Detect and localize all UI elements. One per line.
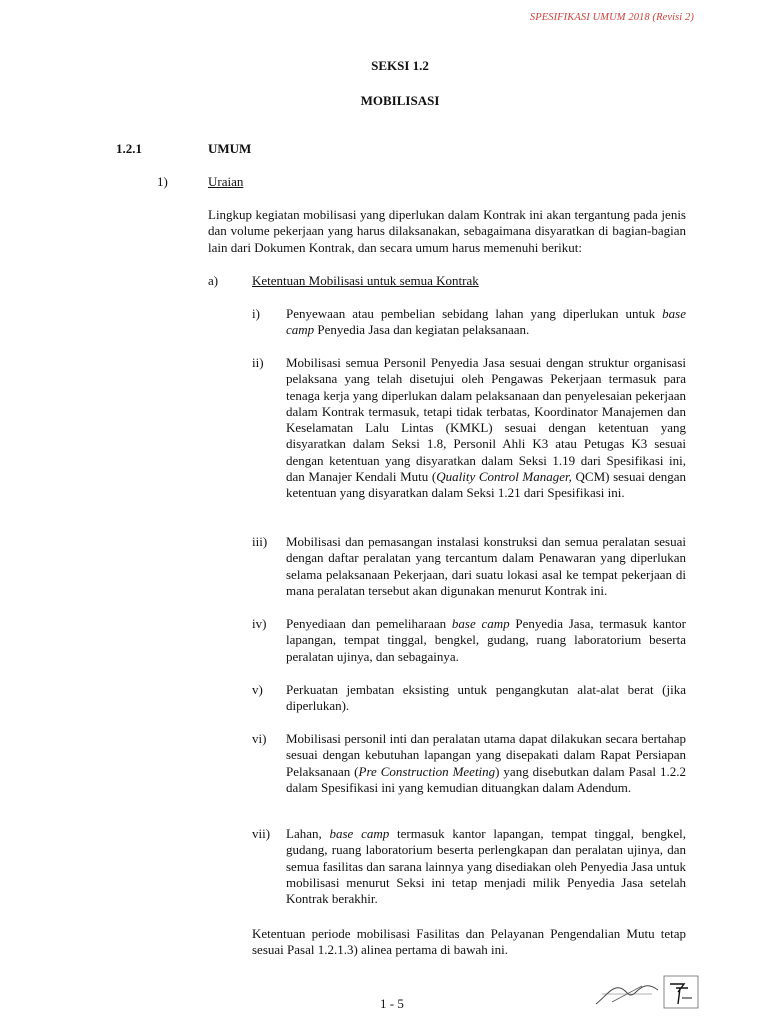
item-text: Perkuatan jembatan eksisting untuk pengangkutan alat-alat berat (jika diperlukan).	[286, 682, 686, 714]
point-number: 1)	[157, 174, 168, 189]
paraf-initials	[592, 974, 704, 1010]
item-text: Mobilisasi personil inti dan peralatan utama dapat dilakukan secara bertahap sesuai dengan kebutuhan lapangan yang disepakati dalam Rapat Persiapan Pelaksanaan (Pre Construction Meeting) yang disebutkan dalam Pasal 1.2.2 dalam Spesifikasi ini yang kemudian dituangkan dalam Adendum.	[286, 731, 686, 795]
closing-text: Ketentuan periode mobilisasi Fasilitas dan Pelayanan Pengendalian Mutu tetap sesuai Pasal 1.2.1.3) alinea pertama di bawah ini.	[252, 926, 686, 958]
item-number: iv)	[252, 616, 267, 631]
item-number: ii)	[252, 355, 264, 370]
item-text: Mobilisasi semua Personil Penyedia Jasa sesuai dengan struktur organisasi pelaksana yang telah disetujui oleh Pengawas Pekerjaan termasuk para tenaga kerja yang diperlukan dalam pelaksanaan dan penyelesaian pekerjaan dalam Kontrak termasuk, tetapi tidak terbatas, Koordinator Manajemen dan Keselamatan Lalu Lintas (KMKL) sesuai dengan ketentuan yang disyaratkan dalam Seksi 1.8, Personil Ahli K3 atau Petugas K3 sesuai dengan ketentuan yang disyaratkan dalam Seksi 1.19 dari Spesifikasi ini, dan Manajer Kendali Mutu (Quality Control Manager, QCM) sesuai dengan ketentuan yang disyaratkan dalam Seksi 1.21 dari Spesifikasi ini.	[286, 355, 687, 501]
intro-paragraph	[208, 207, 686, 256]
item-text: Penyediaan dan pemeliharaan base camp Penyedia Jasa, termasuk kantor lapangan, tempat tinggal, bengkel, gudang, ruang laboratorium beserta peralatan ujinya, dan sebagainya.	[286, 616, 686, 664]
item-number: iii)	[252, 534, 268, 549]
subpoint-title: Ketentuan Mobilisasi untuk semua Kontrak	[252, 273, 479, 288]
item-text: Penyewaan atau pembelian sebidang lahan yang diperlukan untuk base camp Penyedia Jasa dan kegiatan pelaksanaan.	[286, 306, 686, 338]
item-number: i)	[252, 306, 260, 321]
page-number: 1 - 5	[380, 996, 404, 1011]
subpoint-letter: a)	[208, 273, 219, 288]
point-title: Uraian	[208, 174, 244, 189]
item-number: vi)	[252, 731, 267, 746]
section-title: SEKSI 1.2	[371, 58, 429, 73]
running-header: SPESIFIKASI UMUM 2018 (Revisi 2)	[529, 12, 694, 23]
section-subtitle: MOBILISASI	[360, 93, 440, 108]
subsection-title: UMUM	[208, 141, 252, 156]
closing-paragraph	[252, 926, 686, 959]
item-number: v)	[252, 682, 263, 697]
signature-graphic	[592, 974, 704, 1010]
intro-text: Lingkup kegiatan mobilisasi yang diperlukan dalam Kontrak ini akan tergantung pada jenis dan volume pekerjaan yang harus dilaksanakan, sebagaimana disyaratkan di bagian-bagian lain dari Dokumen Kontrak, dan secara umum harus memenuhi berikut:	[208, 207, 686, 255]
subsection-number: 1.2.1	[116, 141, 142, 156]
item-text: Mobilisasi dan pemasangan instalasi konstruksi dan semua peralatan sesuai dengan daftar peralatan yang tercantum dalam Penawaran yang diperlukan selama pelaksanaan Pekerjaan, dari suatu lokasi asal ke tempat pekerjaan di mana peralatan tersebut akan digunakan menurut Kontrak ini.	[286, 534, 686, 598]
item-number: vii)	[252, 826, 271, 841]
item-text: Lahan, base camp termasuk kantor lapangan, tempat tinggal, bengkel, gudang, ruang laboratorium beserta perlengkapan dan peralatan ujinya, dan semua fasilitas dan sarana lainnya yang disediakan oleh Penyedia Jasa untuk mobilisasi menurut Seksi ini tetap menjadi milik Penyedia Jasa setelah Kontrak berakhir.	[286, 826, 686, 907]
